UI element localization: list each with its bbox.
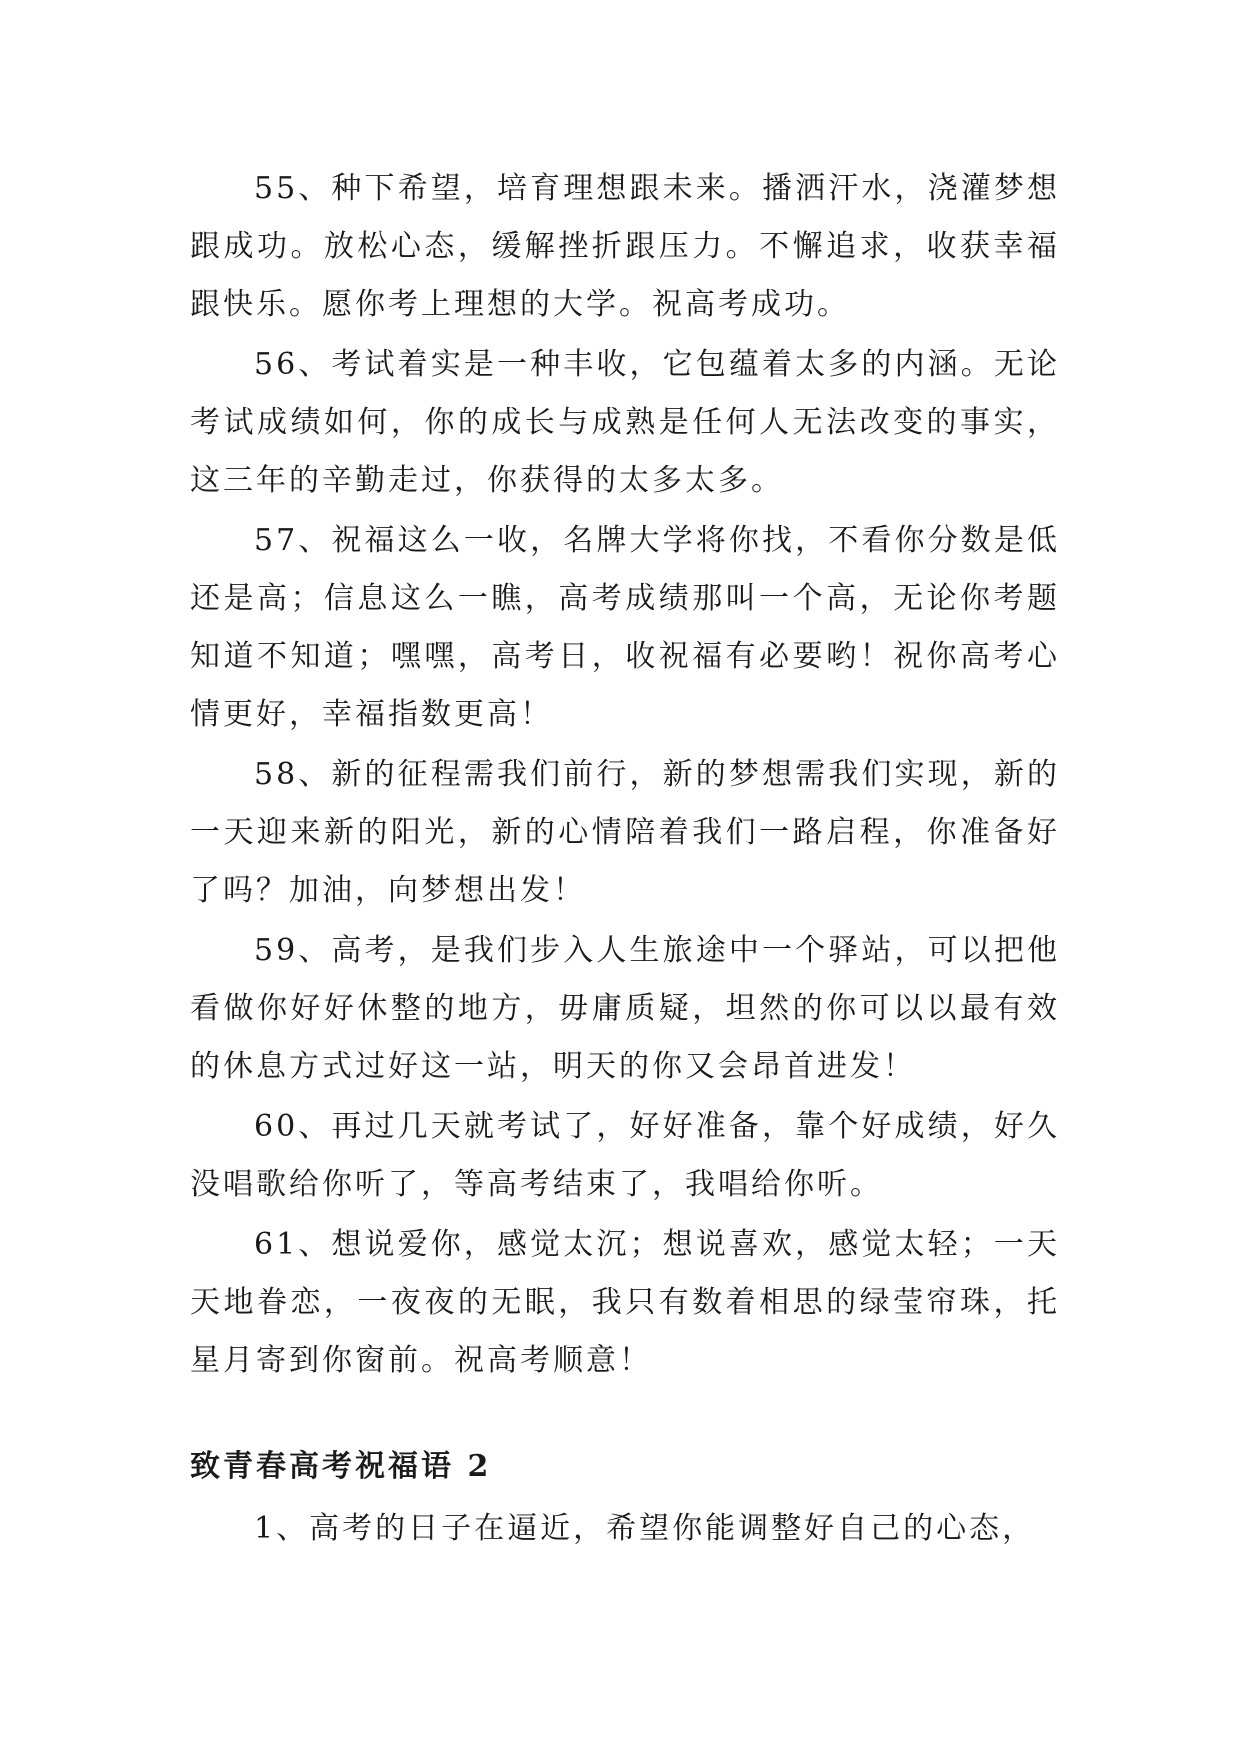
paragraph-57: 57、祝福这么一收，名牌大学将你找，不看你分数是低还是高；信息这么一瞧，高考成绩那叫一个高，无论你考题知道不知道；嘿嘿，高考日，收祝福有必要哟！祝你高考心情更好，幸福指数更高！: [190, 523, 1060, 732]
document-page: [190, 160, 1060, 1558]
paragraph-59: 59、高考，是我们步入人生旅途中一个驿站，可以把他看做你好好休整的地方，毋庸质疑，坦然的你可以以最有效的休息方式过好这一站，明天的你又会昂首进发！: [190, 933, 1060, 1084]
paragraph-58: 58、新的征程需我们前行，新的梦想需我们实现，新的一天迎来新的阳光，新的心情陪着我们一路启程，你准备好了吗？加油，向梦想出发！: [190, 757, 1060, 908]
paragraph-56: 56、考试着实是一种丰收，它包蕴着太多的内涵。无论考试成绩如何，你的成长与成熟是任何人无法改变的事实，这三年的辛勤走过，你获得的太多太多。: [190, 347, 1060, 498]
section-paragraph-1: 1、高考的日子在逼近，希望你能调整好自己的心态，: [254, 1511, 1036, 1546]
paragraph-55: 55、种下希望，培育理想跟未来。播洒汗水，浇灌梦想跟成功。放松心态，缓解挫折跟压力。不懈追求，收获幸福跟快乐。愿你考上理想的大学。祝高考成功。: [190, 171, 1060, 322]
paragraph-61: 61、想说爱你，感觉太沉；想说喜欢，感觉太轻；一天天地眷恋，一夜夜的无眠，我只有数着相思的绿莹帘珠，托星月寄到你窗前。祝高考顺意！: [190, 1227, 1060, 1378]
paragraph-60: 60、再过几天就考试了，好好准备，靠个好成绩，好久没唱歌给你听了，等高考结束了，我唱给你听。: [190, 1109, 1060, 1202]
section-title: 致青春高考祝福语 2: [190, 1449, 492, 1484]
